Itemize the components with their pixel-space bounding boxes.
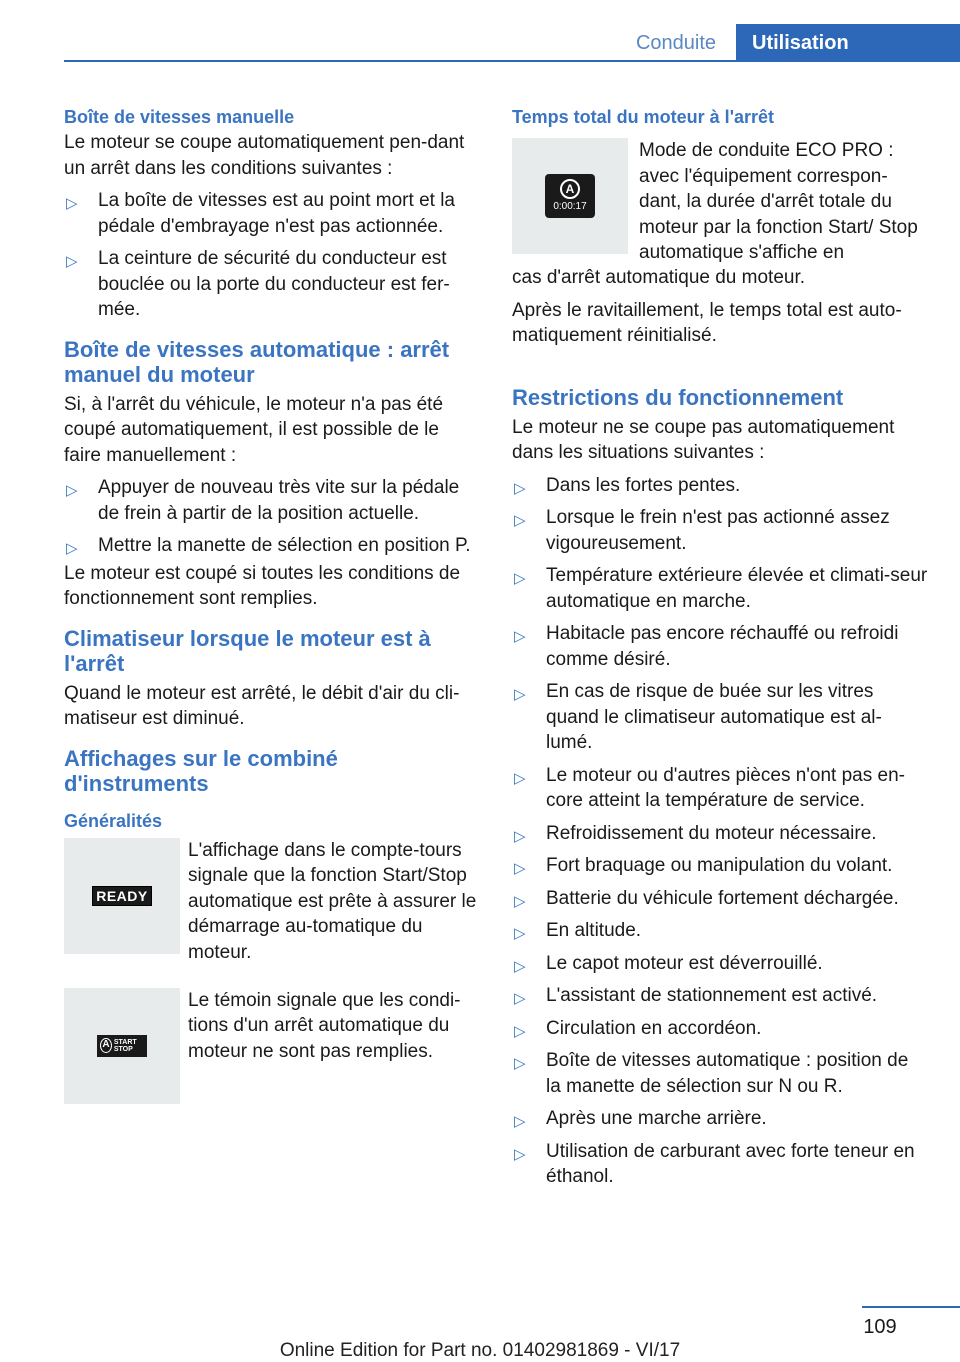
startstop-disabled-icon: A START STOP <box>97 1035 147 1057</box>
bullet-arrow-icon: ▷ <box>66 253 78 270</box>
bullet-arrow-icon: ▷ <box>66 482 78 499</box>
header-tab-utilisation[interactable]: Utilisation <box>736 24 960 62</box>
ready-indicator-icon: READY <box>92 886 152 906</box>
list-item: ▷ Batterie du véhicule fortement déchargée. <box>512 886 928 912</box>
header-rule <box>64 60 960 62</box>
bullet-arrow-icon: ▷ <box>66 195 78 212</box>
list-auto-steps <box>64 475 480 559</box>
list-item: ▷ Le moteur ou d'autres pièces n'ont pas en-core atteint la température de service. <box>514 764 905 811</box>
list-item: ▷ Habitacle pas encore réchauffé ou refroidi comme désiré. <box>514 623 899 670</box>
bullet-arrow-icon: ▷ <box>514 1022 526 1040</box>
header-tab-conduite[interactable]: Conduite <box>635 32 717 54</box>
list-item: ▷ La ceinture de sécurité du conducteur est bouclée ou la porte du conducteur est fer-mée. <box>66 248 450 320</box>
paragraph-manual-intro: Le moteur se coupe automatiquement pen-dant un arrêt dans les conditions suivantes : <box>64 132 465 179</box>
list-item: ▷ La boîte de vitesses est au point mort et la pédale d'embrayage n'est pas actionnée. <box>66 190 455 237</box>
list-manual-conditions <box>64 188 480 323</box>
paragraph-ravitaillement: Après le ravitaillement, le temps total est auto-matiquement réinitialisé. <box>512 299 902 346</box>
eco-pro-block <box>512 138 928 266</box>
list-restrictions <box>512 473 928 1190</box>
eco-pro-timer-icon: A 0:00:17 <box>545 174 595 218</box>
list-item: ▷ Circulation en accordéon. <box>512 1016 928 1042</box>
footer-rule <box>862 1306 960 1308</box>
eco-pro-text: Mode de conduite ECO PRO : avec l'équipement correspon-dant, la durée d'arrêt totale du moteur par la fonction Start/ Stop automatique s'affiche en <box>639 140 918 263</box>
bullet-arrow-icon: ▷ <box>514 769 526 787</box>
list-item: ▷ Après une marche arrière. <box>512 1106 928 1132</box>
heading-temps-total: Temps total du moteur à l'arrêt <box>512 107 774 127</box>
bullet-arrow-icon: ▷ <box>514 570 526 587</box>
bullet-arrow-icon: ▷ <box>514 957 526 975</box>
page-number: 109 <box>863 1316 897 1338</box>
list-item: ▷ En altitude. <box>512 918 928 944</box>
paragraph-auto-end: Le moteur est coupé si toutes les conditions de fonctionnement sont remplies. <box>64 562 461 609</box>
bullet-arrow-icon: ▷ <box>514 892 526 910</box>
footer-edition: Online Edition for Part no. 01402981869 - VI/17 <box>279 1340 681 1361</box>
bullet-arrow-icon: ▷ <box>514 925 526 942</box>
bullet-arrow-icon: ▷ <box>66 540 78 557</box>
heading-affichages: Affichages sur le combiné d'instruments <box>64 745 338 796</box>
ready-indicator-text: L'affichage dans le compte-tours signale que la fonction Start/Stop automatique est prête à assurer le démarrage au-tomatique du moteur. <box>188 839 477 963</box>
list-item: ▷ Refroidissement du moteur nécessaire. <box>512 821 928 847</box>
list-item: ▷ En cas de risque de buée sur les vitres quand le climatiseur automatique est al-lumé. <box>514 681 882 753</box>
bullet-arrow-icon: ▷ <box>514 1055 526 1072</box>
right-column <box>512 104 928 1197</box>
bullet-arrow-icon: ▷ <box>514 990 526 1007</box>
bullet-arrow-icon: ▷ <box>514 1113 526 1130</box>
bullet-arrow-icon: ▷ <box>514 827 526 845</box>
heading-climatiseur: Climatiseur lorsque le moteur est à l'arrêt <box>64 625 431 676</box>
paragraph-auto-intro: Si, à l'arrêt du véhicule, le moteur n'a pas été coupé automatiquement, il est possible de le faire manuellement : <box>64 393 444 466</box>
bullet-arrow-icon: ▷ <box>514 686 526 703</box>
list-item: ▷ Mettre la manette de sélection en position P. <box>64 533 480 559</box>
list-item: ▷ Température extérieure élevée et climati-seur automatique en marche. <box>514 565 928 612</box>
paragraph-climatiseur: Quand le moteur est arrêté, le débit d'air du cli-matiseur est diminué. <box>64 682 460 729</box>
bullet-arrow-icon: ▷ <box>514 479 526 497</box>
list-item: ▷ Utilisation de carburant avec forte teneur en éthanol. <box>514 1140 915 1187</box>
startstop-indicator-block <box>64 988 480 1108</box>
eco-pro-text-continued: cas d'arrêt automatique du moteur. <box>512 267 806 288</box>
list-item: ▷ Lorsque le frein n'est pas actionné assez vigoureusement. <box>514 507 890 554</box>
list-item: ▷ Dans les fortes pentes. <box>512 473 928 499</box>
heading-auto-gearbox: Boîte de vitesses automatique : arrêt manuel du moteur <box>64 336 450 387</box>
ready-indicator-block <box>64 838 480 988</box>
list-item: ▷ Appuyer de nouveau très vite sur la pédale de frein à partir de la position actuelle. <box>66 477 460 524</box>
ready-indicator-image <box>64 838 180 954</box>
heading-manual-gearbox: Boîte de vitesses manuelle <box>64 107 295 127</box>
list-item: ▷ Boîte de vitesses automatique : position de la manette de sélection sur N ou R. <box>514 1050 909 1097</box>
bullet-arrow-icon: ▷ <box>514 512 526 529</box>
startstop-indicator-image <box>64 988 180 1104</box>
heading-restrictions: Restrictions du fonctionnement <box>512 384 844 410</box>
left-column <box>64 104 480 1108</box>
eco-pro-image <box>512 138 628 254</box>
list-item: ▷ Le capot moteur est déverrouillé. <box>512 951 928 977</box>
list-item: ▷ Fort braquage ou manipulation du volant. <box>512 853 928 879</box>
list-item: ▷ L'assistant de stationnement est activé. <box>512 983 928 1009</box>
startstop-indicator-text: Le témoin signale que les condi-tions d'un arrêt automatique du moteur ne sont pas remplies. <box>188 989 461 1062</box>
paragraph-restrictions-intro: Le moteur ne se coupe pas automatiquement dans les situations suivantes : <box>512 416 895 463</box>
heading-generalites: Généralités <box>64 810 163 831</box>
bullet-arrow-icon: ▷ <box>514 628 526 645</box>
bullet-arrow-icon: ▷ <box>514 860 526 877</box>
bullet-arrow-icon: ▷ <box>514 1145 526 1163</box>
